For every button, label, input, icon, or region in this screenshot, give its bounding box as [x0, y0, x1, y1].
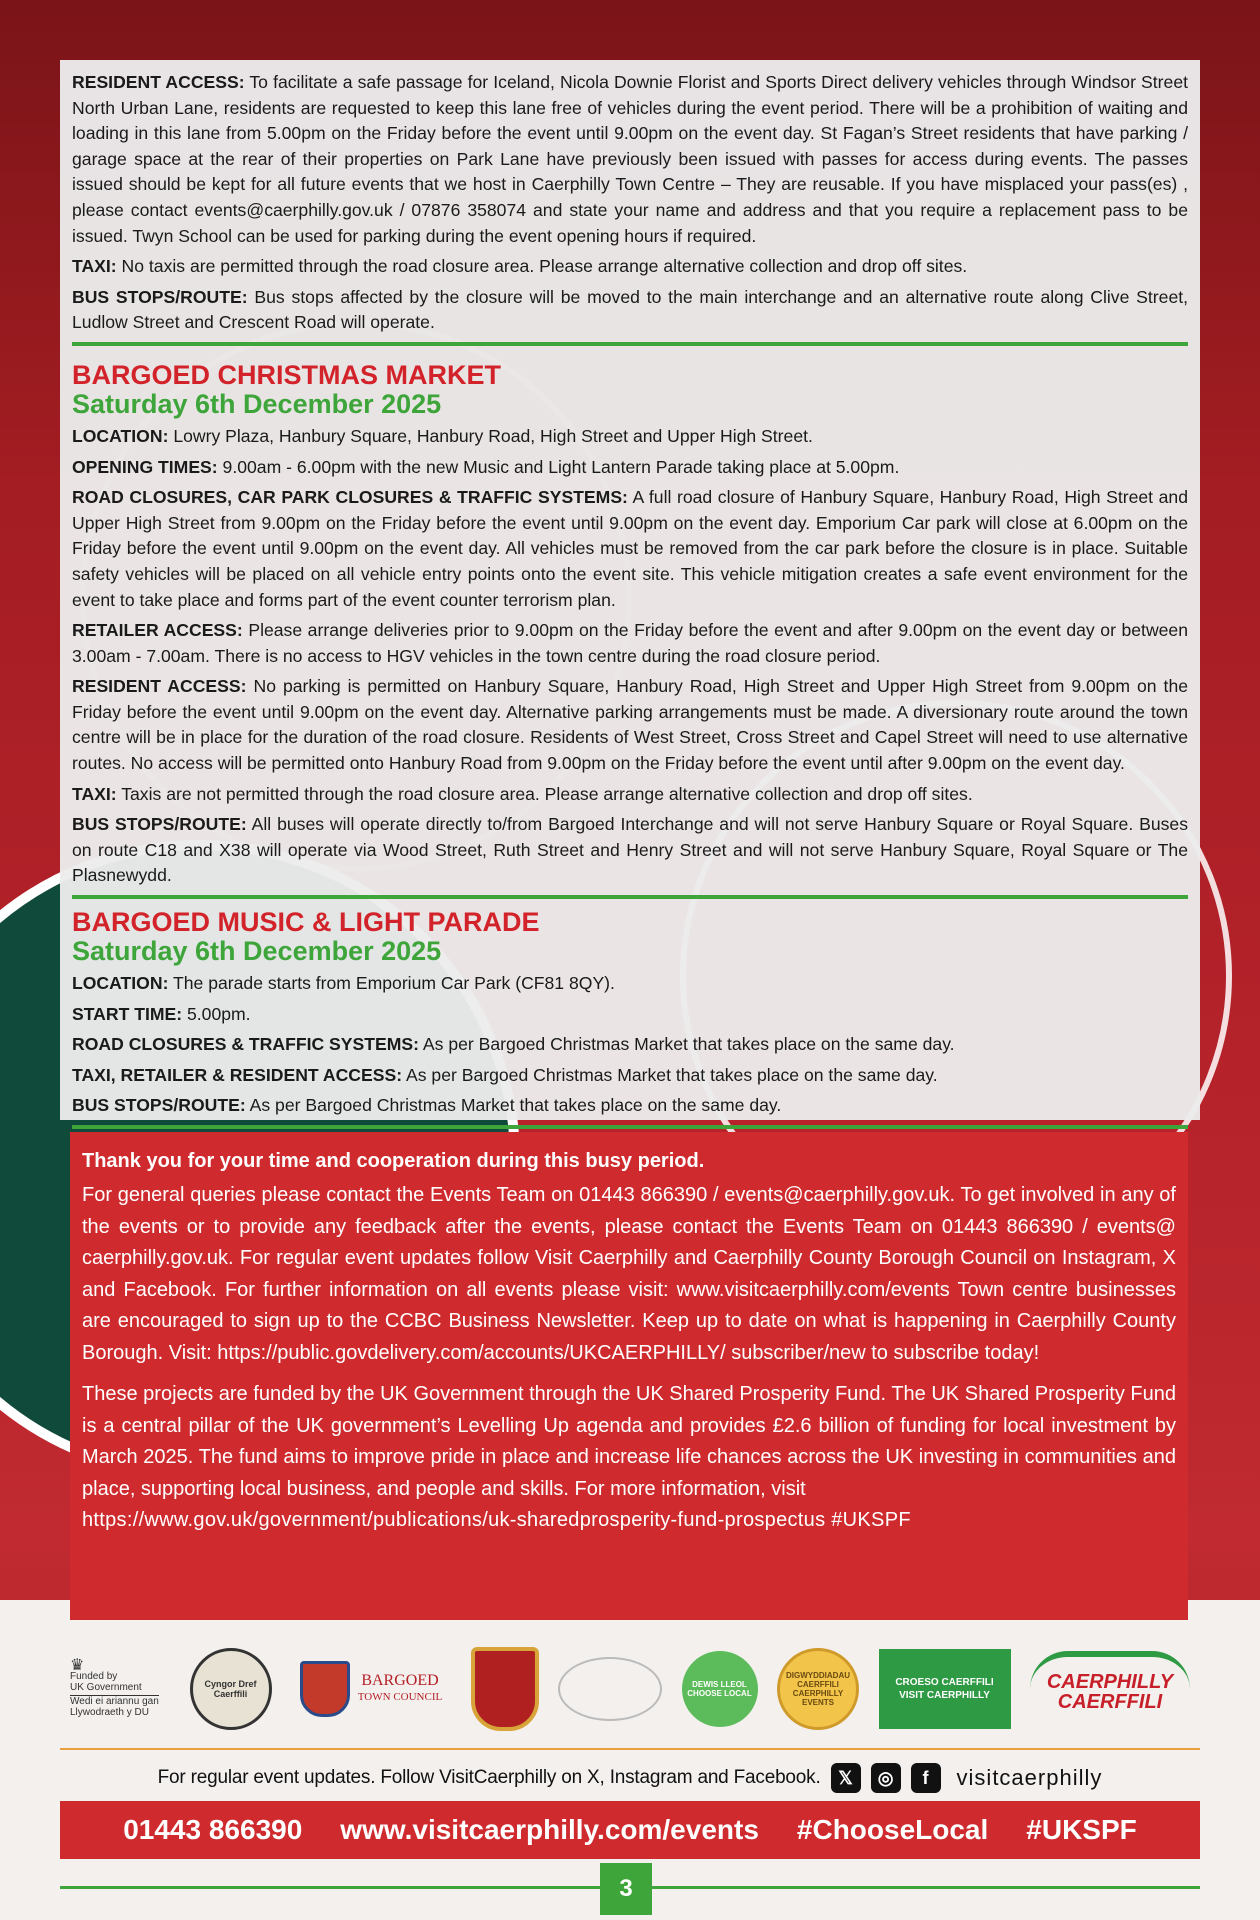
- market-opening-times: OPENING TIMES: 9.00am - 6.00pm with the new Music and Light Lantern Parade taking place at 5.00pm.: [72, 456, 900, 477]
- bargoed-town-council-logo: BARGOED TOWN COUNCIL: [291, 1654, 451, 1724]
- parade-title: BARGOED MUSIC & LIGHT PARADE: [72, 907, 540, 938]
- social-handle: visitcaerphilly: [956, 1765, 1103, 1790]
- market-title: BARGOED CHRISTMAS MARKET: [72, 359, 501, 390]
- ukspf-link[interactable]: https://www.gov.uk/government/publications/uk-sharedprosperity-fund-prospectus #UKSPF: [82, 1509, 911, 1531]
- section-divider: [72, 342, 1188, 346]
- x-icon[interactable]: 𝕏: [831, 1763, 861, 1793]
- crown-icon: ♛: [70, 1657, 85, 1674]
- caerphilly-events-logo: DIGWYDDIADAU CAERFFILI CAERPHILLY EVENTS: [777, 1648, 859, 1730]
- crest-icon: [300, 1661, 350, 1717]
- general-queries-paragraph: For general queries please contact the Events Team on 01443 866390 / events@caerphilly.gov.uk. To get involved in any of the events or to provide any feedback after the events, please contact the Events Team on 01443 866390 / events@ caerphilly.gov.uk. For regular event updates follow Visit Caerphilly and Caerphilly County Borough Council on Instagram, X and Facebook. For further information on all events please visit: www.visitcaerphilly.com/events Town centre businesses are encouraged to sign up to the CCBC Business Newsletter. Keep up to date on what is happening in Caerphilly County Borough. Visit: https://public.govdelivery.com/accounts/UKCAERPHILLY/ subscriber/new to subscribe today!: [82, 1184, 1176, 1364]
- parade-location: LOCATION: The parade starts from Emporium Car Park (CF81 8QY).: [72, 973, 615, 994]
- facebook-icon[interactable]: f: [911, 1763, 941, 1793]
- funding-paragraph: These projects are funded by the UK Government through the UK Shared Prosperity Fund. The UK Shared Prosperity Fund is a central pillar of the UK government’s Levelling Up agenda and provides £2.6 billion of funding for local investment by March 2025. The fund aims to improve pride in place and increase life chances across the UK investing in communities and place, supporting local business, and people and skills. For more information, visit: [82, 1383, 1176, 1500]
- contact-bar: [60, 1801, 1200, 1859]
- section-divider: [72, 895, 1188, 899]
- parade-date: Saturday 6th December 2025: [72, 936, 442, 967]
- phone-number[interactable]: 01443 866390: [123, 1814, 303, 1845]
- parade-bus: BUS STOPS/ROUTE: As per Bargoed Christmas Market that takes place on the same day.: [72, 1095, 782, 1116]
- caerphilly-bus: BUS STOPS/ROUTE: Bus stops affected by the closure will be moved to the main interchange and an alternative route along Clive Street, Ludlow Street and Crescent Road will operate.: [72, 286, 1189, 333]
- social-follow-row: [60, 1758, 1200, 1798]
- market-resident-access: RESIDENT ACCESS: No parking is permitted on Hanbury Square, Hanbury Road, High Street and Upper High Street from 9.00pm on the Friday before the event until 9.00pm on the event day. Alternative parking arrangements must be made. A diversionary route around the town centre will be in place for the duration of the road closure. Residents of West Street, Cross Street and Capel Street will need to use alternative routes. No access will be permitted onto Hanbury Road from 9.00pm on the Friday before the event until after 9.00pm on the event day.: [72, 676, 1189, 774]
- shield-crest-logo: [471, 1647, 539, 1731]
- contact-info-box: [70, 1132, 1188, 1620]
- parade-road-closures: ROAD CLOSURES & TRAFFIC SYSTEMS: As per Bargoed Christmas Market that takes place on the same day.: [72, 1034, 955, 1055]
- caerphilly-taxi: TAXI: No taxis are permitted through the road closure area. Please arrange alternative collection and drop off sites.: [72, 256, 968, 277]
- visit-caerphilly-logo: CROESO CAERFFILI VISIT CAERPHILLY: [879, 1649, 1011, 1729]
- caerphilly-town-council-logo: Cyngor Dref Caerffili: [190, 1648, 272, 1730]
- page-number: 3: [600, 1863, 652, 1915]
- info-panel: [60, 60, 1200, 1120]
- uk-government-logo: ♛ Funded by UK Government Wedi ei ariannu gan Llywodraeth y DU: [70, 1657, 159, 1718]
- section-divider: [72, 1125, 1188, 1129]
- market-date: Saturday 6th December 2025: [72, 388, 442, 419]
- market-bus: BUS STOPS/ROUTE: All buses will operate directly to/from Bargoed Interchange and will not serve Hanbury Square or Royal Square. Buses on route C18 and X38 will operate via Wood Street, Ruth Street and Henry Street and will not serve Hanbury Square, Royal Square or The Plasnewydd.: [72, 814, 1189, 886]
- market-taxi: TAXI: Taxis are not permitted through the road closure area. Please arrange alternative collection and drop off sites.: [72, 783, 973, 804]
- choose-local-hashtag: #ChooseLocal: [796, 1814, 989, 1845]
- parade-start-time: START TIME: 5.00pm.: [72, 1003, 251, 1024]
- instagram-icon[interactable]: ◎: [871, 1763, 901, 1793]
- choose-local-logo: DEWIS LLEOL CHOOSE LOCAL: [682, 1651, 758, 1727]
- caerphilly-council-logo: CAERPHILLY CAERFFILI: [1030, 1651, 1190, 1727]
- ukspf-hashtag: #UKSPF: [1026, 1814, 1137, 1845]
- market-location: LOCATION: Lowry Plaza, Hanbury Square, Hanbury Road, High Street and Upper High Street.: [72, 425, 813, 446]
- caerphilly-resident-access: RESIDENT ACCESS: To facilitate a safe passage for Iceland, Nicola Downie Florist and Sports Direct delivery vehicles through Windsor Street North Urban Lane, residents are requested to keep this lane free of vehicles during the event period. There will be a prohibition of waiting and loading in this lane from 5.00pm on the Friday before the event until 9.00pm on the event day. St Fagan’s Street residents that have parking / garage space at the rear of their properties on Park Lane have previously been issued with passes for access during events. The passes issued should be kept for all future events that we host in Caerphilly Town Centre – They are reusable. If you have misplaced your pass(es) , please contact events@caerphilly.gov.uk / 07876 358074 and state your name and address and that you require a replacement pass to be issued. Twyn School can be used for parking during the event opening hours if required.: [72, 72, 1188, 246]
- grey-seal-logo: [558, 1657, 662, 1721]
- orange-divider: [60, 1748, 1200, 1750]
- events-website[interactable]: www.visitcaerphilly.com/events: [340, 1814, 759, 1845]
- follow-text: For regular event updates. Follow VisitCaerphilly on X, Instagram and Facebook.: [157, 1767, 821, 1788]
- market-retailer-access: RETAILER ACCESS: Please arrange deliveries prior to 9.00pm on the Friday before the event and after 9.00pm on the event day or between 3.00am - 7.00am. There is no access to HGV vehicles in the town centre during the road closure period.: [72, 620, 1189, 666]
- thanks-heading: Thank you for your time and cooperation during this busy period.: [82, 1150, 705, 1172]
- market-road-closures: ROAD CLOSURES, CAR PARK CLOSURES & TRAFFIC SYSTEMS: A full road closure of Hanbury Square, Hanbury Road, High Street and Upper High Street from 9.00pm on the Friday before the event until 9.00pm on the event day. Emporium Car park will close at 6.00pm on the Friday before the event until 9.00pm on the event day. All vehicles must be removed from the car park before the closure is in place. Suitable safety vehicles will be placed on all vehicle entry points onto the event site. This vehicle mitigation creates a safe event environment for the event to take place and forms part of the event counter terrorism plan.: [72, 487, 1188, 610]
- sponsor-logos: [70, 1648, 1190, 1730]
- parade-access: TAXI, RETAILER & RESIDENT ACCESS: As per Bargoed Christmas Market that takes place on the same day.: [72, 1064, 938, 1085]
